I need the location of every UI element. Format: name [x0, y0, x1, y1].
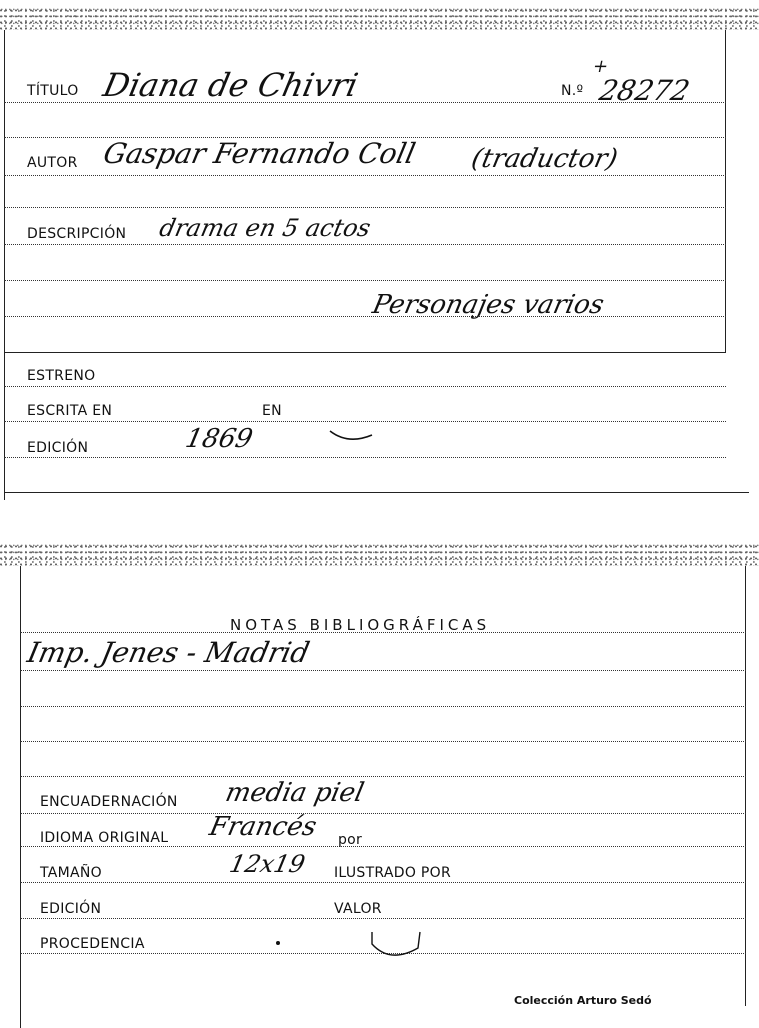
procedencia-label: PROCEDENCIA [40, 936, 145, 952]
idioma-original-label: IDIOMA ORIGINAL [40, 830, 169, 846]
escrita-en-label: ESCRITA EN [27, 403, 113, 419]
rule-line [4, 244, 726, 245]
rule-line [4, 280, 726, 281]
card-edge-texture [0, 8, 759, 30]
descripcion-value: drama en 5 actos [157, 214, 374, 242]
rule-line [4, 316, 726, 317]
edicion-label: EDICIÓN [40, 901, 102, 917]
numero-label: N.º [561, 83, 584, 99]
en-label: EN [262, 403, 282, 419]
rule-line [4, 175, 726, 176]
autor-value: Gaspar Fernando Coll [100, 137, 419, 170]
autor-role-value: (traductor) [468, 144, 621, 174]
rule-line [20, 813, 746, 814]
rule-line [20, 918, 746, 919]
notas-value: Imp. Jenes - Madrid [24, 636, 313, 669]
tamano-value: 12x19 [227, 850, 308, 878]
titulo-value: Diana de Chivri [99, 66, 362, 104]
rule-line [20, 706, 746, 707]
valor-label: VALOR [334, 901, 382, 917]
numero-value: 28272 [596, 74, 693, 107]
rule-line [4, 421, 726, 422]
card-cut-line [4, 492, 749, 493]
card-border-right [725, 30, 726, 352]
scribble-mark [328, 425, 374, 445]
rule-line [20, 882, 746, 883]
edicion-value: 1869 [182, 424, 256, 454]
autor-label: AUTOR [27, 155, 78, 171]
rule-line [20, 776, 746, 777]
tamano-label: TAMAÑO [40, 865, 102, 881]
card-border-left [20, 566, 21, 1028]
por-label: por [338, 832, 363, 848]
numero-mark: + [590, 56, 611, 77]
rule-line [20, 741, 746, 742]
rule-line [4, 386, 726, 387]
card-edge-texture [0, 544, 759, 566]
idioma-original-value: Francés [206, 812, 320, 842]
rule-line [20, 846, 746, 847]
titulo-label: TÍTULO [27, 83, 79, 99]
encuadernacion-label: ENCUADERNACIÓN [40, 794, 178, 810]
rule-line [4, 457, 726, 458]
rule-line [4, 207, 726, 208]
scribble-mark [262, 930, 432, 980]
notas-heading: NOTAS BIBLIOGRÁFICAS [230, 616, 491, 634]
estreno-label: ESTRENO [27, 368, 96, 384]
rule-line [4, 352, 726, 353]
encuadernacion-value: media piel [222, 778, 367, 808]
catalog-card-bottom [0, 540, 759, 1028]
card-border-left [4, 30, 5, 500]
collection-footer: Colección Arturo Sedó [514, 994, 652, 1007]
descripcion-label: DESCRIPCIÓN [27, 226, 127, 242]
ilustrado-por-label: ILUSTRADO POR [334, 865, 451, 881]
edicion-label: EDICIÓN [27, 440, 89, 456]
catalog-card-top [0, 0, 759, 500]
rule-line [20, 670, 746, 671]
personajes-value: Personajes varios [369, 290, 607, 320]
